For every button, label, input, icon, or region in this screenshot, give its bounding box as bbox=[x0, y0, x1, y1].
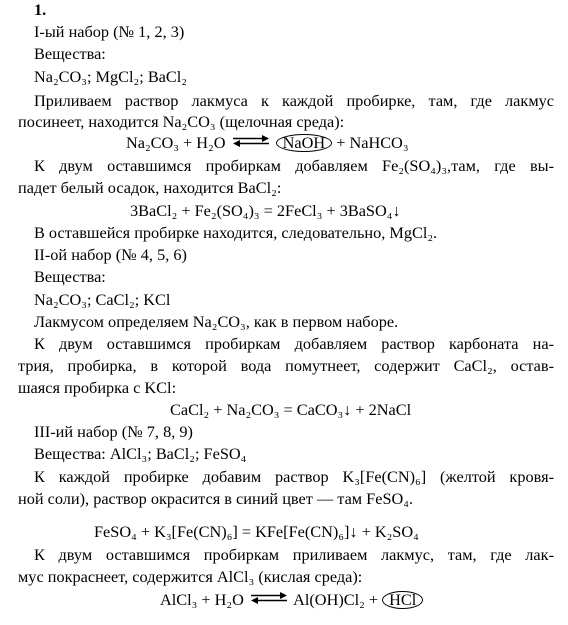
set2-carb-line1: К двум оставшимся пробиркам добавляем раствор карбоната на- bbox=[34, 334, 554, 353]
set3-al-line1: К двум оставшимся пробиркам приливаем лакмус, там, где лак- bbox=[34, 545, 554, 564]
set1-title: I-ый набор (№ 1, 2, 3) bbox=[34, 22, 185, 41]
set2-equation3: CaCl₂ + Na₂CO₃ = CaCO₃↓ + 2NaCl bbox=[170, 400, 412, 419]
set3-equation4: FeSO₄ + K₃[Fe(CN)₆] = KFe[Fe(CN)₆]↓ + K₂SO₄ bbox=[94, 522, 419, 541]
set2-carb-line3: шаяся пробирка с KCl: bbox=[18, 378, 177, 397]
set3-title: III-ий набор (№ 7, 8, 9) bbox=[34, 422, 193, 441]
equilibrium-arrows-icon bbox=[232, 135, 270, 147]
set1-fe-line2: падет белый осадок, находится BaCl₂: bbox=[18, 178, 282, 197]
set1-rest-line: В оставшейся пробирке находится, следовательно, MgCl₂. bbox=[34, 223, 438, 242]
set1-litmus-line1: Приливаем раствор лакмуса к каждой пробирке, там, где лакмус bbox=[34, 91, 554, 110]
set2-substances-label: Вещества: bbox=[34, 267, 106, 286]
eq1-right: + NaHCO₃ bbox=[336, 133, 409, 152]
set3-equation5 bbox=[160, 590, 423, 609]
eq5-left: AlCl₃ + H₂O bbox=[160, 590, 244, 609]
set1-equation2: 3BaCl₂ + Fe₂(SO₄)₃ = 2FeCl₃ + 3BaSO₄↓ bbox=[130, 201, 401, 220]
set3-k3-line1: К каждой пробирке добавим раствор K₃[Fe(CN)₆] (желтой кровя- bbox=[34, 467, 554, 486]
eq1-left: Na₂CO₃ + H₂O bbox=[126, 133, 226, 152]
set1-equation1 bbox=[126, 133, 409, 152]
set3-al-line2: мус покраснеет, содержится AlCl₃ (кислая среда): bbox=[18, 567, 363, 586]
equilibrium-arrows-icon bbox=[250, 592, 288, 604]
set2-carb-line2: трия, пробирка, в которой вода помутнеет, содержит CaCl₂, остав- bbox=[18, 356, 554, 375]
set2-substances: Na₂CO₃; CaCl₂; KCl bbox=[34, 290, 171, 309]
set2-title: II-ой набор (№ 4, 5, 6) bbox=[34, 245, 187, 264]
set2-litmus-line: Лакмусом определяем Na₂CO₃, как в первом наборе. bbox=[34, 312, 399, 331]
eq1-circled-product: NaOH bbox=[276, 134, 333, 152]
set3-substances: Вещества: AlCl₃; BaCl₂; FeSO₄ bbox=[34, 444, 247, 463]
set1-substances-label: Вещества: bbox=[34, 44, 106, 63]
eq5-middle: Al(OH)Cl₂ + bbox=[293, 590, 379, 609]
set1-litmus-line2: посинеет, находится Na₂CO₃ (щелочная среда): bbox=[18, 112, 345, 131]
set1-fe-line1: К двум оставшимся пробиркам добавляем Fe₂(SO₄)₃,там, где вы- bbox=[34, 156, 554, 175]
set3-k3-line2: ной соли), раствор окрасится в синий цвет — там FeSO₄. bbox=[18, 489, 414, 508]
eq5-circled-product: HCl bbox=[382, 591, 423, 609]
set1-substances: Na₂CO₃; MgCl₂; BaCl₂ bbox=[34, 67, 187, 86]
problem-number: 1. bbox=[34, 0, 47, 19]
